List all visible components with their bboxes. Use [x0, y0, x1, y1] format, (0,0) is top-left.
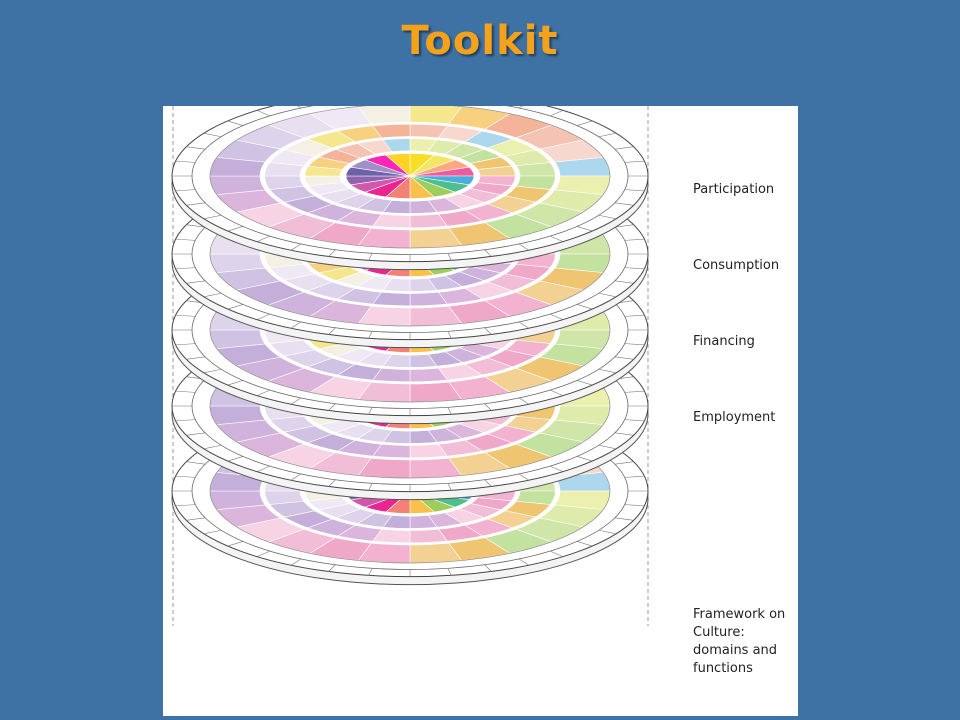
- layer-label-employment: Employment: [693, 410, 776, 425]
- framework-label: Framework on Culture: domains and functions: [693, 607, 786, 676]
- layer-label-financing: Financing: [693, 334, 755, 349]
- layer-label-consumption: Consumption: [693, 258, 780, 273]
- layer-label-participation: Participation: [693, 182, 775, 197]
- slide-title: Toolkit: [401, 18, 559, 64]
- diagram-panel: [163, 106, 798, 716]
- participation-disc: [172, 106, 648, 270]
